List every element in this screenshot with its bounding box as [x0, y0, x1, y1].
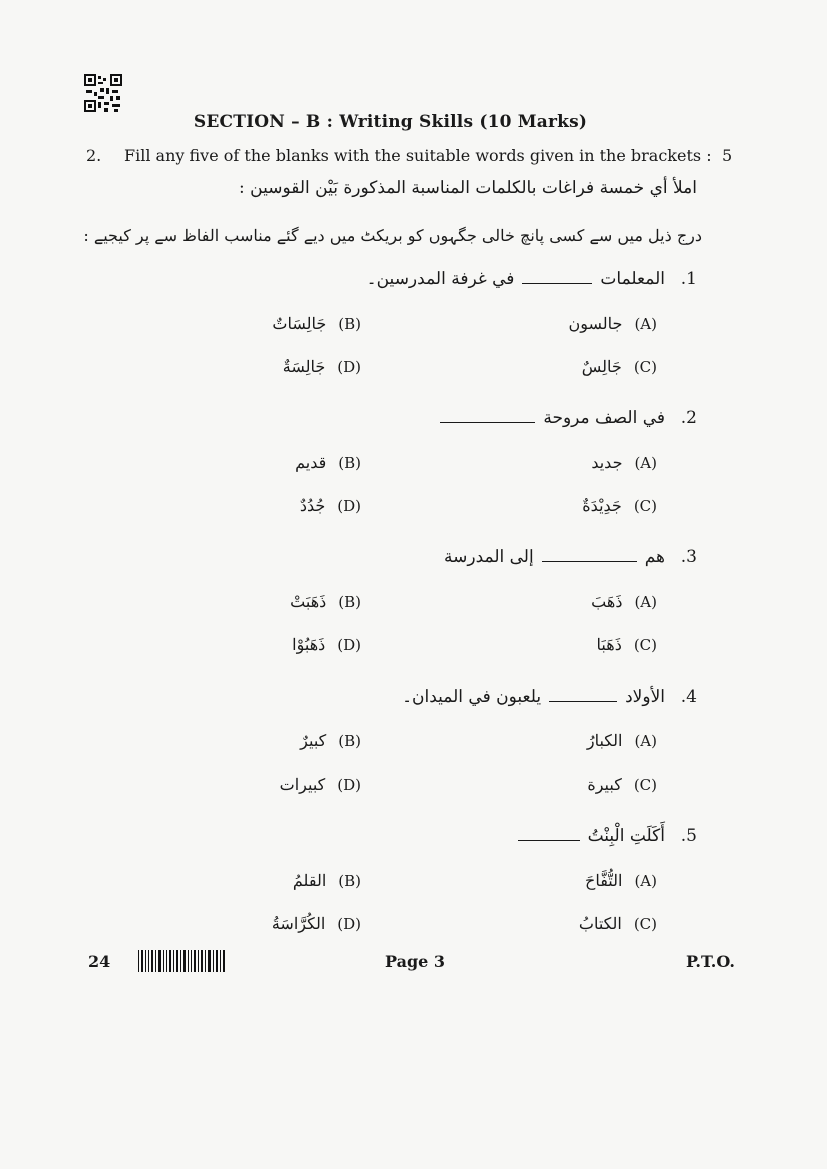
option-label: (A) [634, 732, 657, 750]
option-text: جَالِسَةٌ [282, 357, 326, 376]
option-label: (A) [634, 454, 657, 472]
option-label: (D) [337, 358, 361, 376]
option-text: الكتابُ [578, 914, 622, 933]
item-4-option-c[interactable] [587, 775, 657, 794]
item-1-option-a[interactable] [569, 314, 657, 333]
option-label: (C) [633, 915, 657, 933]
please-turn-over: P.T.O. [686, 952, 735, 971]
item-3-option-d[interactable] [292, 635, 361, 654]
item-1-sentence [367, 268, 697, 289]
fill-blank [518, 826, 580, 841]
option-label: (D) [337, 776, 361, 794]
item-2-option-a[interactable] [591, 453, 657, 472]
item-before-text: المعلمات [600, 269, 665, 289]
option-text: جديد [591, 453, 623, 472]
option-label: (B) [338, 593, 361, 611]
item-number: .2 [680, 408, 697, 428]
option-label: (D) [337, 497, 361, 515]
item-before-text: أَكَلَتِ الْبِنْتُ [587, 826, 665, 846]
option-label: (B) [338, 872, 361, 890]
option-label: (B) [338, 732, 361, 750]
fill-blank [522, 269, 592, 284]
item-2-sentence [432, 408, 697, 428]
item-2-option-b[interactable] [295, 453, 361, 472]
barcode-icon [138, 950, 226, 972]
item-number: .3 [680, 547, 697, 567]
item-5-option-d[interactable] [272, 914, 361, 933]
item-2-option-c[interactable] [582, 496, 657, 515]
item-2-option-d[interactable] [300, 496, 361, 515]
option-label: (A) [634, 593, 657, 611]
item-3-option-a[interactable] [591, 592, 657, 611]
option-text: ذَهَبُوْا [292, 635, 326, 654]
option-label: (C) [633, 358, 657, 376]
option-text: الكبارُ [586, 731, 623, 750]
item-before-text: هم [644, 547, 665, 567]
item-3-sentence [444, 547, 697, 567]
item-after-text: إلى المدرسة [444, 547, 534, 567]
option-text: ذَهَبَتْ [290, 592, 327, 611]
option-label: (B) [338, 454, 361, 472]
item-4-sentence [402, 686, 697, 707]
option-text: ذَهَبَا [596, 635, 622, 654]
item-1-option-c[interactable] [582, 357, 657, 376]
item-3-option-c[interactable] [597, 635, 657, 654]
option-label: (C) [633, 636, 657, 654]
option-label: (C) [633, 776, 657, 794]
option-label: (D) [337, 636, 361, 654]
option-text: قديم [295, 453, 327, 472]
item-5-sentence [510, 826, 697, 846]
item-4-option-a[interactable] [587, 731, 657, 750]
item-1-option-b[interactable] [272, 314, 361, 333]
item-number: .4 [680, 687, 697, 707]
section-title: SECTION – B : Writing Skills (10 Marks) [193, 112, 588, 132]
option-text: التُّفَّاحَ [585, 871, 623, 890]
option-label: (B) [338, 315, 361, 333]
option-text: جالسون [568, 314, 623, 333]
option-label: (A) [634, 315, 657, 333]
item-5-option-c[interactable] [579, 914, 657, 933]
option-text: جَالِسٌ [581, 357, 622, 376]
page-number: Page 3 [385, 952, 446, 971]
option-text: القلمُ [292, 871, 327, 890]
fill-blank [542, 547, 637, 562]
question-number: 2. [86, 146, 102, 165]
option-label: (D) [337, 915, 361, 933]
option-text: جُدُدٌ [299, 496, 326, 515]
item-after-text: في غرفة المدرسين۔ [366, 269, 515, 289]
question-text-arabic: املأ أي خمسة فراغات بالكلمات المناسبة المذكورة بَيْن القوسين : [239, 178, 697, 198]
option-label: (C) [633, 497, 657, 515]
option-text: جَالِسَاتٌ [272, 314, 327, 333]
item-number: .5 [680, 826, 697, 846]
item-before-text: في الصف مروحة [543, 408, 665, 428]
item-4-option-d[interactable] [280, 775, 361, 794]
question-text-english: Fill any five of the blanks with the suitable words given in the brackets : [124, 146, 712, 165]
option-text: الكُرَّاسَةُ [271, 914, 326, 933]
option-text: كبيرة [587, 775, 622, 794]
qr-code-icon [84, 74, 122, 112]
option-label: (A) [634, 872, 657, 890]
fill-blank [549, 687, 617, 702]
item-after-text: يلعبون في الميدان۔ [402, 687, 542, 707]
item-1-option-d[interactable] [283, 357, 361, 376]
question-marks: 5 [722, 146, 733, 165]
item-4-option-b[interactable] [300, 731, 361, 750]
option-text: ذَهَبَ [591, 592, 623, 611]
option-text: كبيرات [279, 775, 326, 794]
option-text: جَدِيْدَةٌ [582, 496, 622, 515]
item-5-option-a[interactable] [585, 871, 657, 890]
item-before-text: الأولاد [625, 687, 665, 707]
option-text: كبيرٌ [300, 731, 327, 750]
item-3-option-b[interactable] [290, 592, 361, 611]
paper-code: 24 [88, 952, 111, 971]
question-text-urdu: درج ذیل میں سے کسی پانچ خالی جگہوں کو بریکٹ میں دیے گئے مناسب الفاظ سے پر کیجیے : [83, 226, 702, 245]
fill-blank [440, 408, 535, 423]
item-5-option-b[interactable] [293, 871, 361, 890]
item-number: .1 [680, 269, 697, 289]
